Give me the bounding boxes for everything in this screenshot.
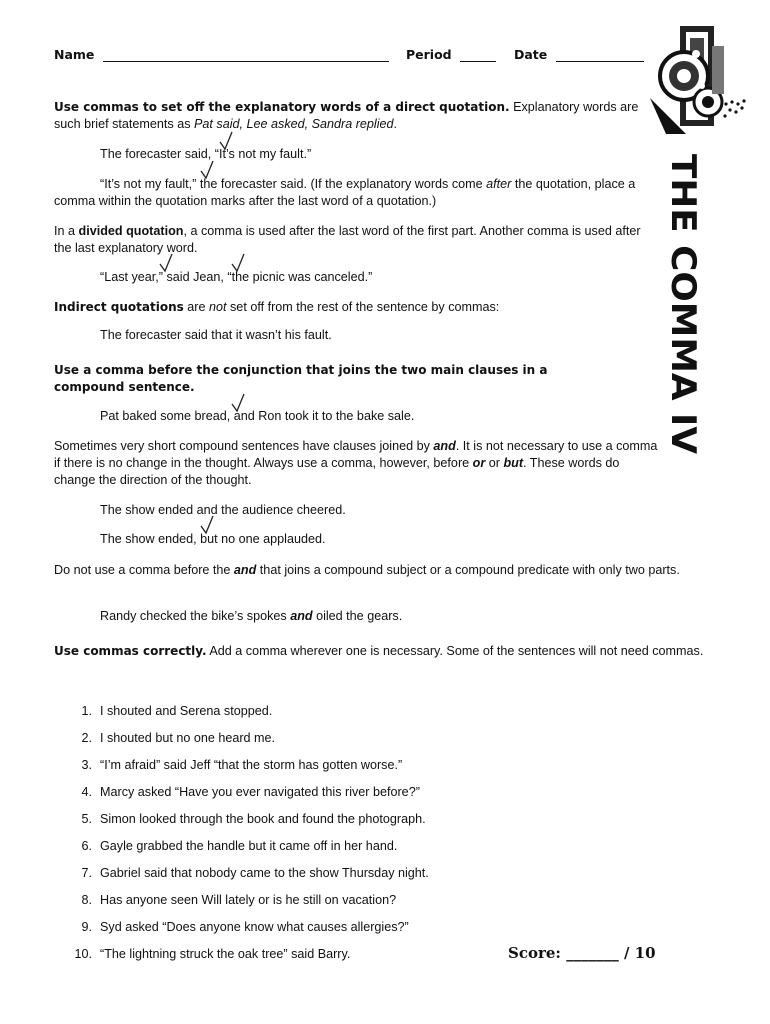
exercise-item[interactable] <box>54 757 402 774</box>
comma-insert-mark-icon <box>230 392 246 414</box>
name-label: Name <box>54 47 95 62</box>
comma-insert-mark-icon <box>199 159 215 181</box>
rule-compound-sentence: Use a comma before the conjunction that joins the two main clauses in a compound sentence. <box>54 363 548 394</box>
example-sentence: Randy checked the bike’s spokes and oiled the gears. <box>100 609 403 623</box>
exercise-item[interactable] <box>54 865 429 882</box>
exercise-sentence: Gabriel said that nobody came to the show Thursday night. <box>100 866 429 880</box>
exercise-number: 3. <box>81 758 92 772</box>
exercise-sentence: Has anyone seen Will lately or is he still on vacation? <box>100 893 397 907</box>
comma-insert-mark-icon <box>230 252 246 274</box>
period-label: Period <box>406 47 452 62</box>
exercise-number: 5. <box>81 812 92 826</box>
worksheet-title <box>662 150 712 460</box>
exercise-item[interactable] <box>54 703 272 720</box>
title-text: THE COMMA IV <box>663 154 703 440</box>
decorative-clipart <box>646 24 750 134</box>
score-box: Score: _______ / 10 <box>508 944 656 962</box>
exercise-number: 9. <box>81 920 92 934</box>
rule-indirect-quotation: Indirect quotations are not set off from the rest of the sentence by commas: <box>54 300 500 314</box>
example-sentence: Pat baked some bread, and Ron took it to the bake sale. <box>100 409 415 423</box>
exercise-item[interactable] <box>54 838 397 855</box>
date-field <box>514 47 644 62</box>
comma-insert-mark-icon <box>218 130 234 152</box>
exercise-item[interactable] <box>54 811 426 828</box>
exercise-item[interactable] <box>54 919 409 936</box>
rule-direct-quotation-heading: Use commas to set off the explanatory words of a direct quotation. <box>54 100 510 114</box>
rule-divided-quotation: In a divided quotation, a comma is used after the last word of the first part. Another comma is used after the last explanatory word. <box>54 224 641 255</box>
exercise-sentence: “I’m afraid” said Jeff “that the storm has gotten worse.” <box>100 758 403 772</box>
example-sentence: The forecaster said that it wasn’t his fault. <box>100 328 332 342</box>
exercise-number: 4. <box>81 785 92 799</box>
exercise-instructions: Use commas correctly. Add a comma wherever one is necessary. Some of the sentences will not need commas. <box>54 644 704 658</box>
exercise-sentence: I shouted and Serena stopped. <box>100 704 273 718</box>
date-label: Date <box>514 47 548 62</box>
date-blank[interactable] <box>556 47 644 62</box>
example-sentence: “Last year,” said Jean, “the picnic was canceled.” <box>100 270 373 284</box>
period-field <box>406 47 496 62</box>
exercise-number: 2. <box>81 731 92 745</box>
comma-insert-mark-icon <box>158 252 174 274</box>
comma-insert-mark-icon <box>199 514 215 536</box>
exercise-item[interactable] <box>54 892 396 909</box>
exercise-number: 6. <box>81 839 92 853</box>
example-sentence: The show ended, but no one applauded. <box>100 532 326 546</box>
rule-short-compound: Sometimes very short compound sentences have clauses joined by and. It is not necessary to use a comma if there is no change in the thought. Always use a comma, however, before or or but. These words do change the direction of the thought. <box>54 439 658 487</box>
exercise-sentence: Gayle grabbed the handle but it came off in her hand. <box>100 839 398 853</box>
exercise-number: 1. <box>81 704 92 718</box>
exercise-sentence: Syd asked “Does anyone know what causes allergies?” <box>100 920 409 934</box>
exercise-sentence: Marcy asked “Have you ever navigated this river before?” <box>100 785 420 799</box>
exercise-sentence: Simon looked through the book and found the photograph. <box>100 812 426 826</box>
exercise-number: 7. <box>81 866 92 880</box>
name-blank[interactable] <box>103 47 389 62</box>
exercise-item[interactable] <box>54 946 350 963</box>
example-sentence: The forecaster said, “It’s not my fault.” <box>100 147 312 161</box>
exercise-sentence: “The lightning struck the oak tree” said Barry. <box>100 947 351 961</box>
exercise-item[interactable] <box>54 730 275 747</box>
exercise-item[interactable] <box>54 784 420 801</box>
rule-direct-quotation: Use commas to set off the explanatory words of a direct quotation. Explanatory words are such brief statements as Pat said, Lee asked, Sandra replied. <box>54 100 639 131</box>
example-after-quotation: “It’s not my fault,” the forecaster said. (If the explanatory words come after the quotation, place a comma within the quotation marks after the last word of a quotation.) <box>54 177 636 208</box>
exercise-number: 8. <box>81 893 92 907</box>
rule-compound-subject: Do not use a comma before the and that joins a compound subject or a compound predicate with only two parts. <box>54 563 680 577</box>
example-sentence: The show ended and the audience cheered. <box>100 503 346 517</box>
exercise-sentence: I shouted but no one heard me. <box>100 731 276 745</box>
name-field <box>54 47 389 62</box>
score-blank[interactable]: _______ <box>566 944 619 962</box>
exercise-number: 10. <box>74 947 92 961</box>
period-blank[interactable] <box>460 47 496 62</box>
